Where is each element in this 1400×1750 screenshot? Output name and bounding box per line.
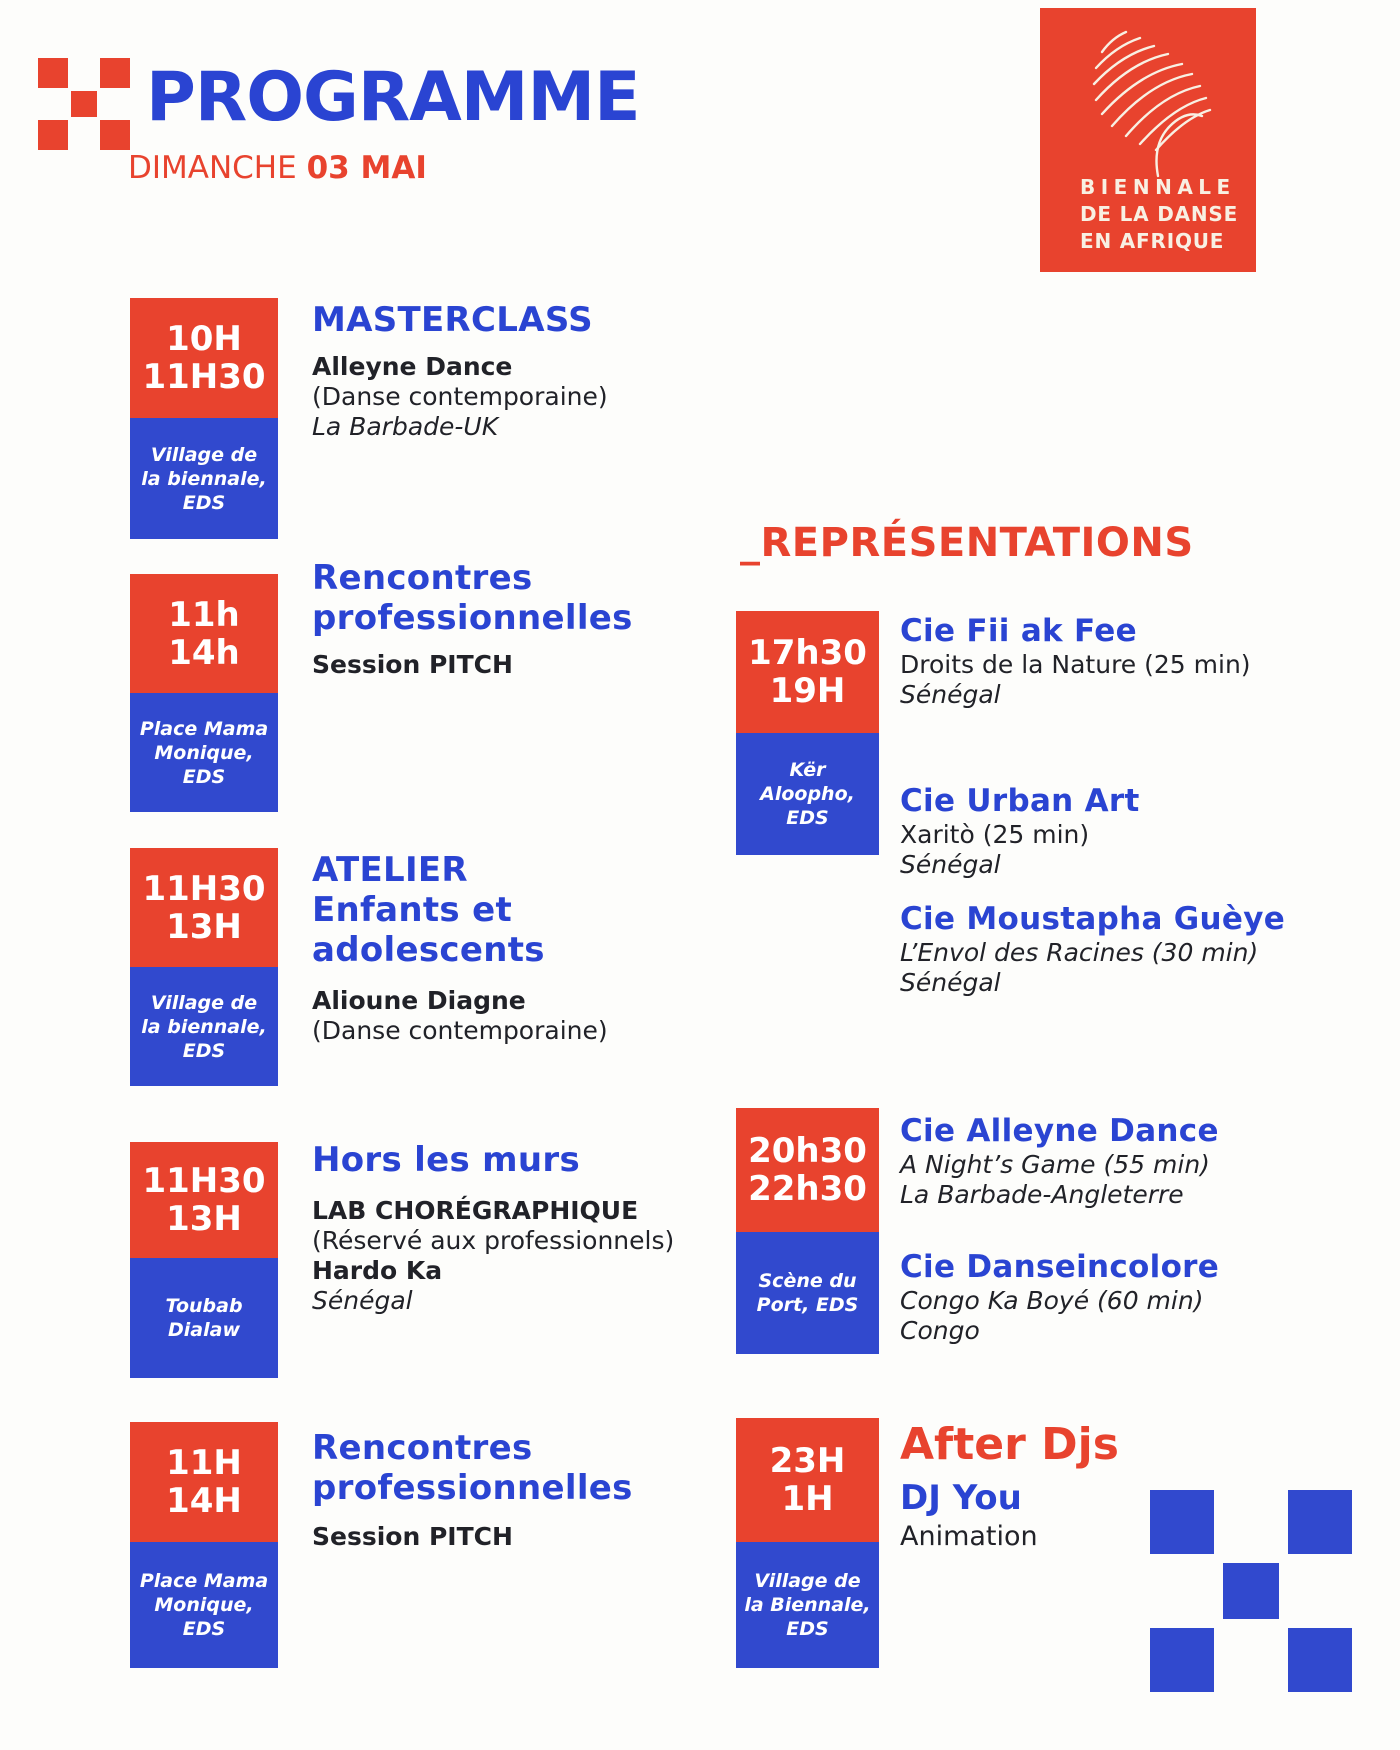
rep-time-block: [736, 611, 879, 733]
logo-text: [1080, 174, 1238, 255]
date-line: [128, 150, 427, 186]
place-line: Monique,: [154, 741, 254, 764]
event-heading: Rencontres: [312, 558, 533, 598]
place-line: la biennale,: [141, 1015, 267, 1038]
time-start: 11H30: [142, 1161, 266, 1201]
place-line: Aloopho,: [760, 783, 855, 805]
event-detail-line: (Réservé aux professionnels): [312, 1226, 675, 1255]
event-detail-line: Alioune Diagne: [312, 986, 526, 1015]
show-company: Cie Danseincolore: [900, 1249, 1220, 1285]
event-detail-line: Session PITCH: [312, 650, 513, 679]
time-end: 14H: [166, 1481, 242, 1521]
event-time-block: [130, 298, 278, 418]
africa-swirl-icon: [1040, 18, 1256, 178]
event-detail-line: LAB CHORÉGRAPHIQUE: [312, 1196, 639, 1225]
show-piece: Xaritò (25 min): [900, 820, 1090, 849]
place-line: Village de: [754, 1570, 861, 1592]
show-company: Cie Fii ak Fee: [900, 613, 1137, 649]
place-line: EDS: [182, 1039, 226, 1062]
time-start: 11H30: [142, 868, 266, 909]
biennale-logo: [1040, 8, 1256, 272]
time-end: 11H30: [142, 357, 266, 397]
place-line: Place Mama: [139, 717, 269, 740]
show-entry: [900, 1248, 1340, 1346]
place-line: EDS: [786, 807, 829, 829]
place-line: la Biennale,: [744, 1594, 871, 1616]
event-place-block: [130, 693, 278, 812]
time-start: 10H: [166, 319, 242, 359]
show-company: Cie Alleyne Dance: [900, 1113, 1219, 1149]
time-end: 13H: [166, 906, 242, 947]
place-line: EDS: [182, 1618, 226, 1640]
event-description: [312, 300, 732, 442]
event-heading: ATELIER: [312, 850, 468, 890]
event-description: [312, 850, 732, 1046]
event-place-block: [130, 1258, 278, 1378]
show-country: Sénégal: [900, 968, 1001, 997]
place-line: Toubab: [165, 1295, 243, 1317]
show-company: Cie Urban Art: [900, 783, 1140, 819]
show-piece: L’Envol des Racines (30 min): [900, 938, 1259, 967]
event-detail-line: La Barbade-UK: [312, 412, 499, 441]
rep-time-block: [736, 1108, 879, 1232]
time-start: 20h30: [748, 1131, 867, 1171]
representations-heading: _REPRÉSENTATIONS: [740, 520, 1194, 566]
event-place-block: [130, 1542, 278, 1668]
place-line: Village de: [150, 443, 258, 466]
time-start: 23H: [769, 1441, 846, 1481]
date-day: DIMANCHE: [128, 150, 297, 186]
show-piece: Congo Ka Boyé (60 min): [900, 1286, 1204, 1315]
show-entry: [900, 612, 1340, 710]
show-company: Cie Moustapha Guèye: [900, 901, 1286, 937]
event-heading: Enfants et: [312, 890, 513, 930]
checker-icon-blue: [1150, 1490, 1352, 1692]
event-heading: adolescents: [312, 930, 545, 970]
place-line: EDS: [182, 765, 226, 788]
place-line: la biennale,: [141, 467, 267, 490]
after-djs-title: After Djs: [900, 1419, 1119, 1470]
time-end: 19H: [769, 671, 846, 711]
event-description: [312, 558, 732, 680]
rep-place-block: [736, 1542, 879, 1668]
event-heading: professionnelles: [312, 598, 633, 638]
event-time-block: [130, 848, 278, 967]
place-line: EDS: [786, 1618, 829, 1640]
event-detail-line: Hardo Ka: [312, 1256, 443, 1285]
time-start: 11h: [168, 594, 240, 635]
event-detail-line: (Danse contemporaine): [312, 382, 608, 411]
time-end: 14h: [168, 632, 240, 673]
event-description: [312, 1428, 732, 1552]
rep-time-block: [736, 1418, 879, 1542]
event-time-block: [130, 574, 278, 693]
place-line: Place Mama: [139, 1570, 269, 1592]
checker-icon-red: [38, 58, 130, 150]
event-heading: professionnelles: [312, 1468, 633, 1508]
place-line: Monique,: [154, 1594, 254, 1616]
rep-place-block: [736, 733, 879, 855]
date-number: 03 MAI: [306, 150, 427, 186]
after-djs-name: DJ You: [900, 1478, 1022, 1518]
logo-line-2: DE LA DANSE: [1080, 202, 1239, 226]
logo-line-3: EN AFRIQUE: [1080, 229, 1225, 253]
after-djs-role: Animation: [900, 1521, 1038, 1552]
place-line: Kër: [789, 759, 826, 781]
event-detail-line: (Danse contemporaine): [312, 1016, 608, 1045]
show-piece: Droits de la Nature (25 min): [900, 650, 1251, 679]
show-piece: A Night’s Game (55 min): [900, 1150, 1210, 1179]
show-entry: [900, 900, 1340, 998]
time-end: 13H: [166, 1199, 242, 1239]
time-start: 11H: [166, 1443, 242, 1483]
rep-place-block: [736, 1232, 879, 1354]
event-heading: Rencontres: [312, 1428, 533, 1468]
show-country: La Barbade-Angleterre: [900, 1180, 1184, 1209]
time-end: 22h30: [748, 1169, 867, 1209]
event-detail-line: Session PITCH: [312, 1522, 513, 1551]
event-time-block: [130, 1142, 278, 1258]
place-line: Port, EDS: [756, 1294, 859, 1316]
time-end: 1H: [781, 1479, 834, 1519]
event-place-block: [130, 967, 278, 1086]
event-heading: Hors les murs: [312, 1140, 580, 1180]
event-place-block: [130, 418, 278, 539]
time-start: 17h30: [748, 633, 867, 673]
show-country: Sénégal: [900, 850, 1001, 879]
page-title: PROGRAMME: [146, 58, 640, 137]
event-time-block: [130, 1422, 278, 1542]
place-line: EDS: [182, 491, 226, 514]
logo-line-1: BIENNALE: [1080, 175, 1236, 199]
event-detail-line: Sénégal: [312, 1286, 413, 1315]
show-entry: [900, 1112, 1340, 1210]
show-entry: [900, 782, 1340, 880]
show-country: Congo: [900, 1316, 980, 1345]
event-heading: MASTERCLASS: [312, 300, 593, 340]
place-line: Village de: [150, 991, 258, 1014]
event-detail-line: Alleyne Dance: [312, 352, 513, 381]
place-line: Dialaw: [168, 1319, 240, 1341]
event-description: [312, 1140, 732, 1316]
show-country: Sénégal: [900, 680, 1001, 709]
place-line: Scène du: [758, 1270, 857, 1292]
